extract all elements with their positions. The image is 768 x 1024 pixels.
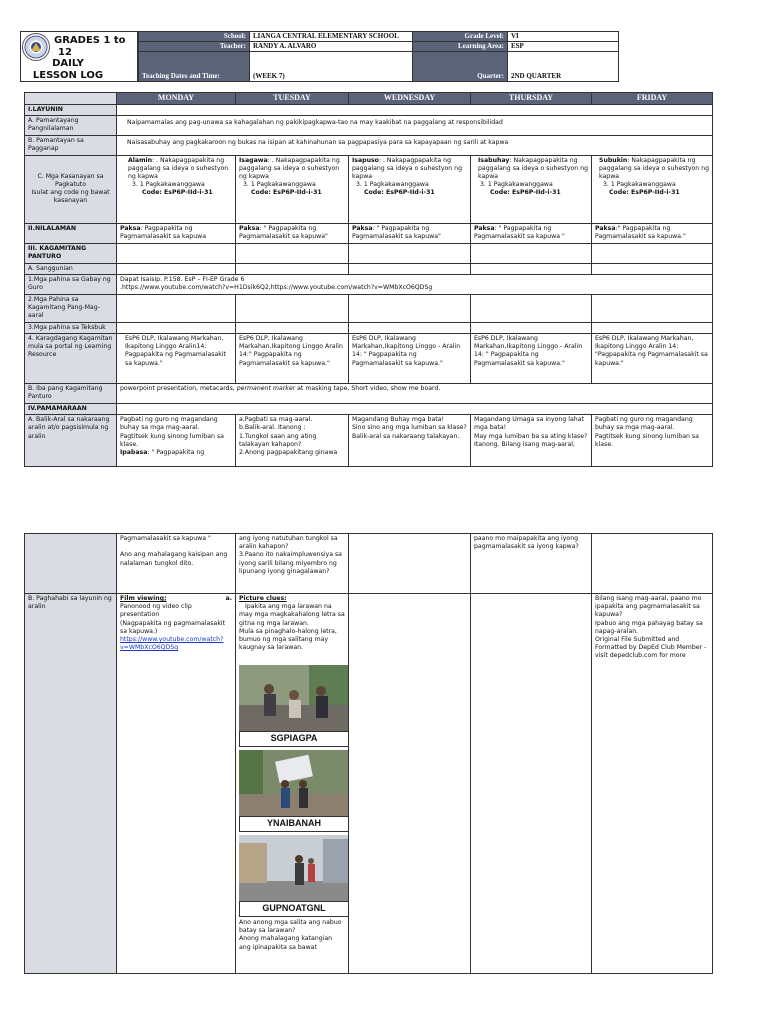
area-value: ESP (508, 42, 619, 52)
cont-label (25, 534, 117, 594)
ipabasa-label: Ipabasa (120, 449, 148, 457)
kasanayan-code: Code: EsP6P-IId-i-31 (142, 189, 213, 197)
kagamitang-mag-aaral-label: 2.Mga Pahina sa Kagamitang Pang-Mag-aaral (25, 294, 117, 322)
kasanayan-text: : . Nakapagpapakita ng paggalang sa ideya o suhestyon ng kapwa (352, 156, 463, 181)
iba-suffix: at masking tape, Short video, show me board. (295, 385, 441, 393)
paghahabi-monday (117, 594, 236, 974)
kasanayan-head: Isabuhay (478, 156, 510, 164)
grade-label: Grade Level: (413, 32, 508, 42)
photo-street-walk (239, 835, 349, 903)
kasanayan-wednesday (349, 155, 471, 223)
pamantayang-text: Naipamamalas ang pag-unawa sa kahagalahan ng pakikipagkapwa-tao na may kaakibat na paggalang at responsibilidad (117, 115, 713, 135)
kasanayan-sub: 3. 1 Pagkakawanggawa (243, 181, 316, 189)
kasanayan-sub: 3. 1 Pagkakawanggawa (603, 181, 676, 189)
karagdagang-tuesday: EsP6 DLP, Ikalawang Markahan,Ikapitong Linggo Aralin 14:" Pagpapakita ng Pagmamalasakit sa kapuwa." (236, 334, 349, 384)
kasanayan-head: Alamin (128, 156, 153, 164)
pamantayang-label: A. Pamantayang Pangnilalaman (25, 115, 117, 135)
nilalaman-wednesday: Paksa: " Pagpapakita ng Pagmamalasakit sa kapuwa" (349, 223, 471, 243)
lesson-log-table-page1 (24, 92, 713, 467)
quarter-value: 2ND QUARTER (508, 52, 619, 82)
kasanayan-sub: 3. 1 Pagkakawanggawa (480, 181, 553, 189)
kag-empty (117, 243, 236, 263)
kasanayan-sub: 3. 1 Pagkakawanggawa (132, 181, 205, 189)
teks-empty (349, 322, 471, 333)
teksbuk-label: 3.Mga pahina sa Teksbuk (25, 322, 117, 333)
section-nilalaman: II.NILALAMAN (25, 223, 117, 243)
sang-empty (236, 263, 349, 274)
title-daily-line: DAILY (52, 58, 84, 69)
cont-friday (592, 534, 713, 594)
paghahabi-tuesday (236, 594, 349, 974)
kasanayan-code: Code: EsP6P-IId-i-31 (609, 189, 680, 197)
kasanayan-text: : . Nakapagpapakita ng paggalang sa ideya o suhestyon ng kapwa (128, 156, 229, 181)
film-a: a. (225, 595, 232, 602)
balik-tuesday: a.Pagbati sa mag-aaral. b.Balik-aral. Itanong : 1.Tungkol saan ang ating talakayan kahapon? 2.Anong pagpapakitang ginawa (236, 415, 349, 467)
ipabasa-text: : " Pagpapakita ng (147, 449, 205, 457)
kasanayan-label: C. Mga Kasanayan sa Pagkatuto Isulat ang code ng bawat kasanayan (25, 155, 117, 223)
picture-question: Ano anong mga salita ang nabuo batay sa larawan? Anong mahalagang katangian ang ipinapakita sa bawat (239, 918, 342, 951)
kag-empty (592, 243, 713, 263)
kag-empty (471, 243, 592, 263)
photo-caption-3: GUPNOATGNL (239, 901, 349, 917)
sang-empty (592, 263, 713, 274)
nilalaman-text: " Pagpapakita ng Pagmamalasakit sa kapuwa." (595, 224, 686, 240)
teks-empty (592, 322, 713, 333)
area-label: Learning Area: (413, 42, 508, 52)
nilalaman-friday: Paksa:" Pagpapakita ng Pagmamalasakit sa kapuwa." (592, 223, 713, 243)
school-label: School: (139, 32, 250, 42)
photo-carrying-box (239, 750, 349, 818)
kasanayan-sub: 3. 1 Pagkakawanggawa (356, 181, 429, 189)
kma-empty (236, 294, 349, 322)
paksa-label: Paksa (595, 224, 616, 232)
sang-empty (117, 263, 236, 274)
balik-wednesday: Magandang Buhay mga bata! Sino sino ang mga lumiban sa klase? Balik-aral sa nakaraang talakayan. (349, 415, 471, 467)
balik-friday: Pagbati ng guro ng magandang buhay sa mga mag-aaral. Pagtitsek kung sinong lumiban sa klase. (592, 415, 713, 467)
paksa-label: Paksa (120, 224, 141, 232)
balik-monday (117, 415, 236, 467)
teacher-value: RANDY A. ALVARO (250, 42, 413, 52)
kasanayan-head: Isagawa (239, 156, 268, 164)
title-lesson-log-line: LESSON LOG (32, 70, 104, 81)
teks-empty (117, 322, 236, 333)
day-header-tuesday: TUESDAY (236, 93, 349, 105)
kasanayan-monday (117, 155, 236, 223)
section-kagamitang: III. KAGAMITANG PANTURO (25, 243, 117, 263)
photo-caption-1: SGPIAGPA (239, 731, 349, 747)
pagganap-text: Naisasabuhay ang pagkakaroon ng bukas na isipan at kahinahunan sa pagpapasiya para sa kapayapaan ng sarili at kapwa (117, 135, 713, 155)
title-daily (28, 58, 108, 82)
karagdagang-wednesday: EsP6 DLP, Ikalawang Markahan,Ikapitong Linggo - Aralin 14: " Pagpapakita ng Pagmamalasakit sa kapuwa." (349, 334, 471, 384)
kasanayan-friday (592, 155, 713, 223)
kasanayan-text: : Nakapagpapakita ng paggalang sa ideya o suhestyon ng kapwa (478, 156, 589, 181)
photo-caption-2: YNAIBANAH (239, 816, 349, 832)
karagdagang-thursday: EsP6 DLP, Ikalawang Markahan,Ikapitong Linggo - Aralin 14: " Pagpapakita ng Pagmamalasakit sa kapuwa." (471, 334, 592, 384)
day-header-thursday: THURSDAY (471, 93, 592, 105)
iba-text (117, 384, 713, 404)
gabay-label: 1.Mga pahina sa Gabay ng Guro (25, 274, 117, 294)
paghahabi-label: B. Paghahabi sa layunin ng aralin (25, 594, 117, 974)
karagdagang-friday: EsP6 DLP, Ikalawang Markahan, Ikapitong Linggo Aralin 14: "Pagpapakita ng Pagmamalasakit sa kapuwa." (592, 334, 713, 384)
nilalaman-text: Pagpapakita ng Pagmamalasakit sa kapuwa (120, 224, 206, 240)
section-layunin: I.LAYUNIN (25, 104, 117, 115)
nilalaman-thursday: Paksa: " Pagpapakita ng Pagmamalasakit sa kapuwa " (471, 223, 592, 243)
paghahabi-thursday (471, 594, 592, 974)
school-value: LIANGA CENTRAL ELEMENTARY SCHOOL (250, 32, 413, 42)
video-link[interactable]: https://www.youtube.com/watch?v=WMbXcO6QDSg (120, 635, 224, 652)
kasanayan-code: Code: EsP6P-IId-i-31 (490, 189, 561, 197)
kma-empty (117, 294, 236, 322)
layunin-empty (117, 104, 713, 115)
cont-tuesday: ang iyong natutuhan tungkol sa aralin kahapon? 3.Paano ito nakaimpluwensiya sa iyong sarili bilang miyembro ng lipunang iyong ginagalawan? (236, 534, 349, 594)
kma-empty (471, 294, 592, 322)
film-text: Panonood ng video clip presentation (Nagpapakita ng pagmamalasakit sa kapuwa.) (120, 603, 226, 635)
paksa-label: Paksa (352, 224, 373, 232)
nilalaman-text: " Pagpapakita ng Pagmamalasakit sa kapuwa " (474, 224, 565, 240)
corner-cell (25, 93, 117, 105)
kma-empty (592, 294, 713, 322)
teks-empty (236, 322, 349, 333)
nilalaman-text: " Pagpapakita ng Pagmamalasakit sa kapuwa" (239, 224, 328, 240)
paksa-label: Paksa (239, 224, 260, 232)
paksa-label: Paksa (474, 224, 495, 232)
dates-label: Teaching Dates and Time: (139, 52, 250, 82)
kasanayan-text: : . Nakapagpapakita ng paggalang sa ideya o suhestyon ng kapwa (239, 156, 340, 181)
pamamaraan-empty (117, 404, 713, 415)
kma-empty (349, 294, 471, 322)
kasanayan-tuesday (236, 155, 349, 223)
iba-prefix: powerpoint presentation, metacards, (120, 385, 237, 393)
sang-empty (349, 263, 471, 274)
dates-value: (WEEK 7) (250, 52, 413, 82)
kag-empty (349, 243, 471, 263)
nilalaman-text: " Pagpapakita ng Pagmamalasakit sa kapuwa" (352, 224, 441, 240)
kasanayan-head: Isapuso (352, 156, 379, 164)
kasanayan-text: : Nakapagpapakita ng paggalang sa ideya o suhestyon ng kapwa (599, 156, 710, 181)
cont-monday: Pagmamalasakit sa kapuwa " Ano ang mahalagang kaisipan ang nalalaman tungkol dito. (117, 534, 236, 594)
kasanayan-code: Code: EsP6P-IId-i-31 (364, 189, 435, 197)
balik-text: Pagbati ng guro ng magandang buhay sa mga mag-aaral. Pagtitsek kung sinong lumiban sa klase. (120, 416, 224, 448)
picture-text: Ipakita ang mga larawan na may mga magkakahalong letra sa gitna ng mga larawan. Mula sa pinaghalo-halong letra, bumuo ng mga salitang may kaugnay sa larawan. (239, 603, 345, 652)
kasanayan-head: Subukin (599, 156, 628, 164)
film-label: Film viewing; (120, 595, 167, 602)
cont-wednesday (349, 534, 471, 594)
balik-label: A. Balik-Aral sa nakaraang aralin at/o pagsisimula ng aralin (25, 415, 117, 467)
day-header-wednesday: WEDNESDAY (349, 93, 471, 105)
nilalaman-tuesday: Paksa: " Pagpapakita ng Pagmamalasakit sa kapuwa" (236, 223, 349, 243)
pagganap-label: B. Pamantayan sa Pagganap (25, 135, 117, 155)
cont-thursday: paano mo maipapakita ang iyong pagmamalasakit sa iyong kapwa? (471, 534, 592, 594)
title-grades: GRADES 1 to (54, 35, 126, 46)
day-header-monday: MONDAY (117, 93, 236, 105)
quarter-label: Quarter: (413, 52, 508, 82)
lesson-log-table-page2 (24, 533, 713, 974)
iba-italic: permanent marker (236, 385, 296, 393)
day-header-friday: FRIDAY (592, 93, 713, 105)
paghahabi-friday: Bilang isang mag-aaral, paano mo ipapakita ang pagmamalasakit sa kapuwa? Ipabuo ang mga pahayag batay sa napag-aralan. Original File Submitted and Formatted by DepEd Club Member - visit depedclub.com for more (592, 594, 713, 974)
picture-clues-label: Picture clues: (239, 595, 287, 602)
kag-empty (236, 243, 349, 263)
teks-empty (471, 322, 592, 333)
kasanayan-code: Code: EsP6P-IId-i-31 (251, 189, 322, 197)
balik-thursday: Magandang Umaga sa inyong lahat mga bata! May mga lumiban ba sa ating klase? Itanong. Bilang isang mag-aaral, (471, 415, 592, 467)
sanggunian-label: A. Sanggunian (25, 263, 117, 274)
karagdagang-label: 4. Karagdagang Kagamitan mula sa portal ng Learning Resource (25, 334, 117, 384)
sang-empty (471, 263, 592, 274)
paghahabi-wednesday (349, 594, 471, 974)
section-pamamaraan: IV.PAMAMARAAN (25, 404, 117, 415)
teacher-label: Teacher: (139, 42, 250, 52)
iba-label: B. Iba pang Kagamitang Panturo (25, 384, 117, 404)
kasanayan-thursday (471, 155, 592, 223)
karagdagang-monday: EsP6 DLP, Ikalawang Markahan, Ikapitong Linggo Aralin14: Pagpapakita ng Pagmamalasakit sa kapuwa." (117, 334, 236, 384)
gabay-text: Dapat Isaisip. P.158. EsP – FI-EP Grade 6 .https://www.youtube.com/watch?v=H1Dsik6Q2,https://www.youtube.com/watch?v=WMbXcO6QDSg (117, 274, 713, 294)
photo-helping-person (239, 665, 349, 733)
nilalaman-monday: Paksa: Pagpapakita ng Pagmamalasakit sa kapuwa (117, 223, 236, 243)
grade-value: VI (508, 32, 619, 42)
title-grade-number: 12 (58, 47, 72, 58)
header-info-table (138, 31, 619, 82)
deped-seal-icon (22, 33, 50, 61)
